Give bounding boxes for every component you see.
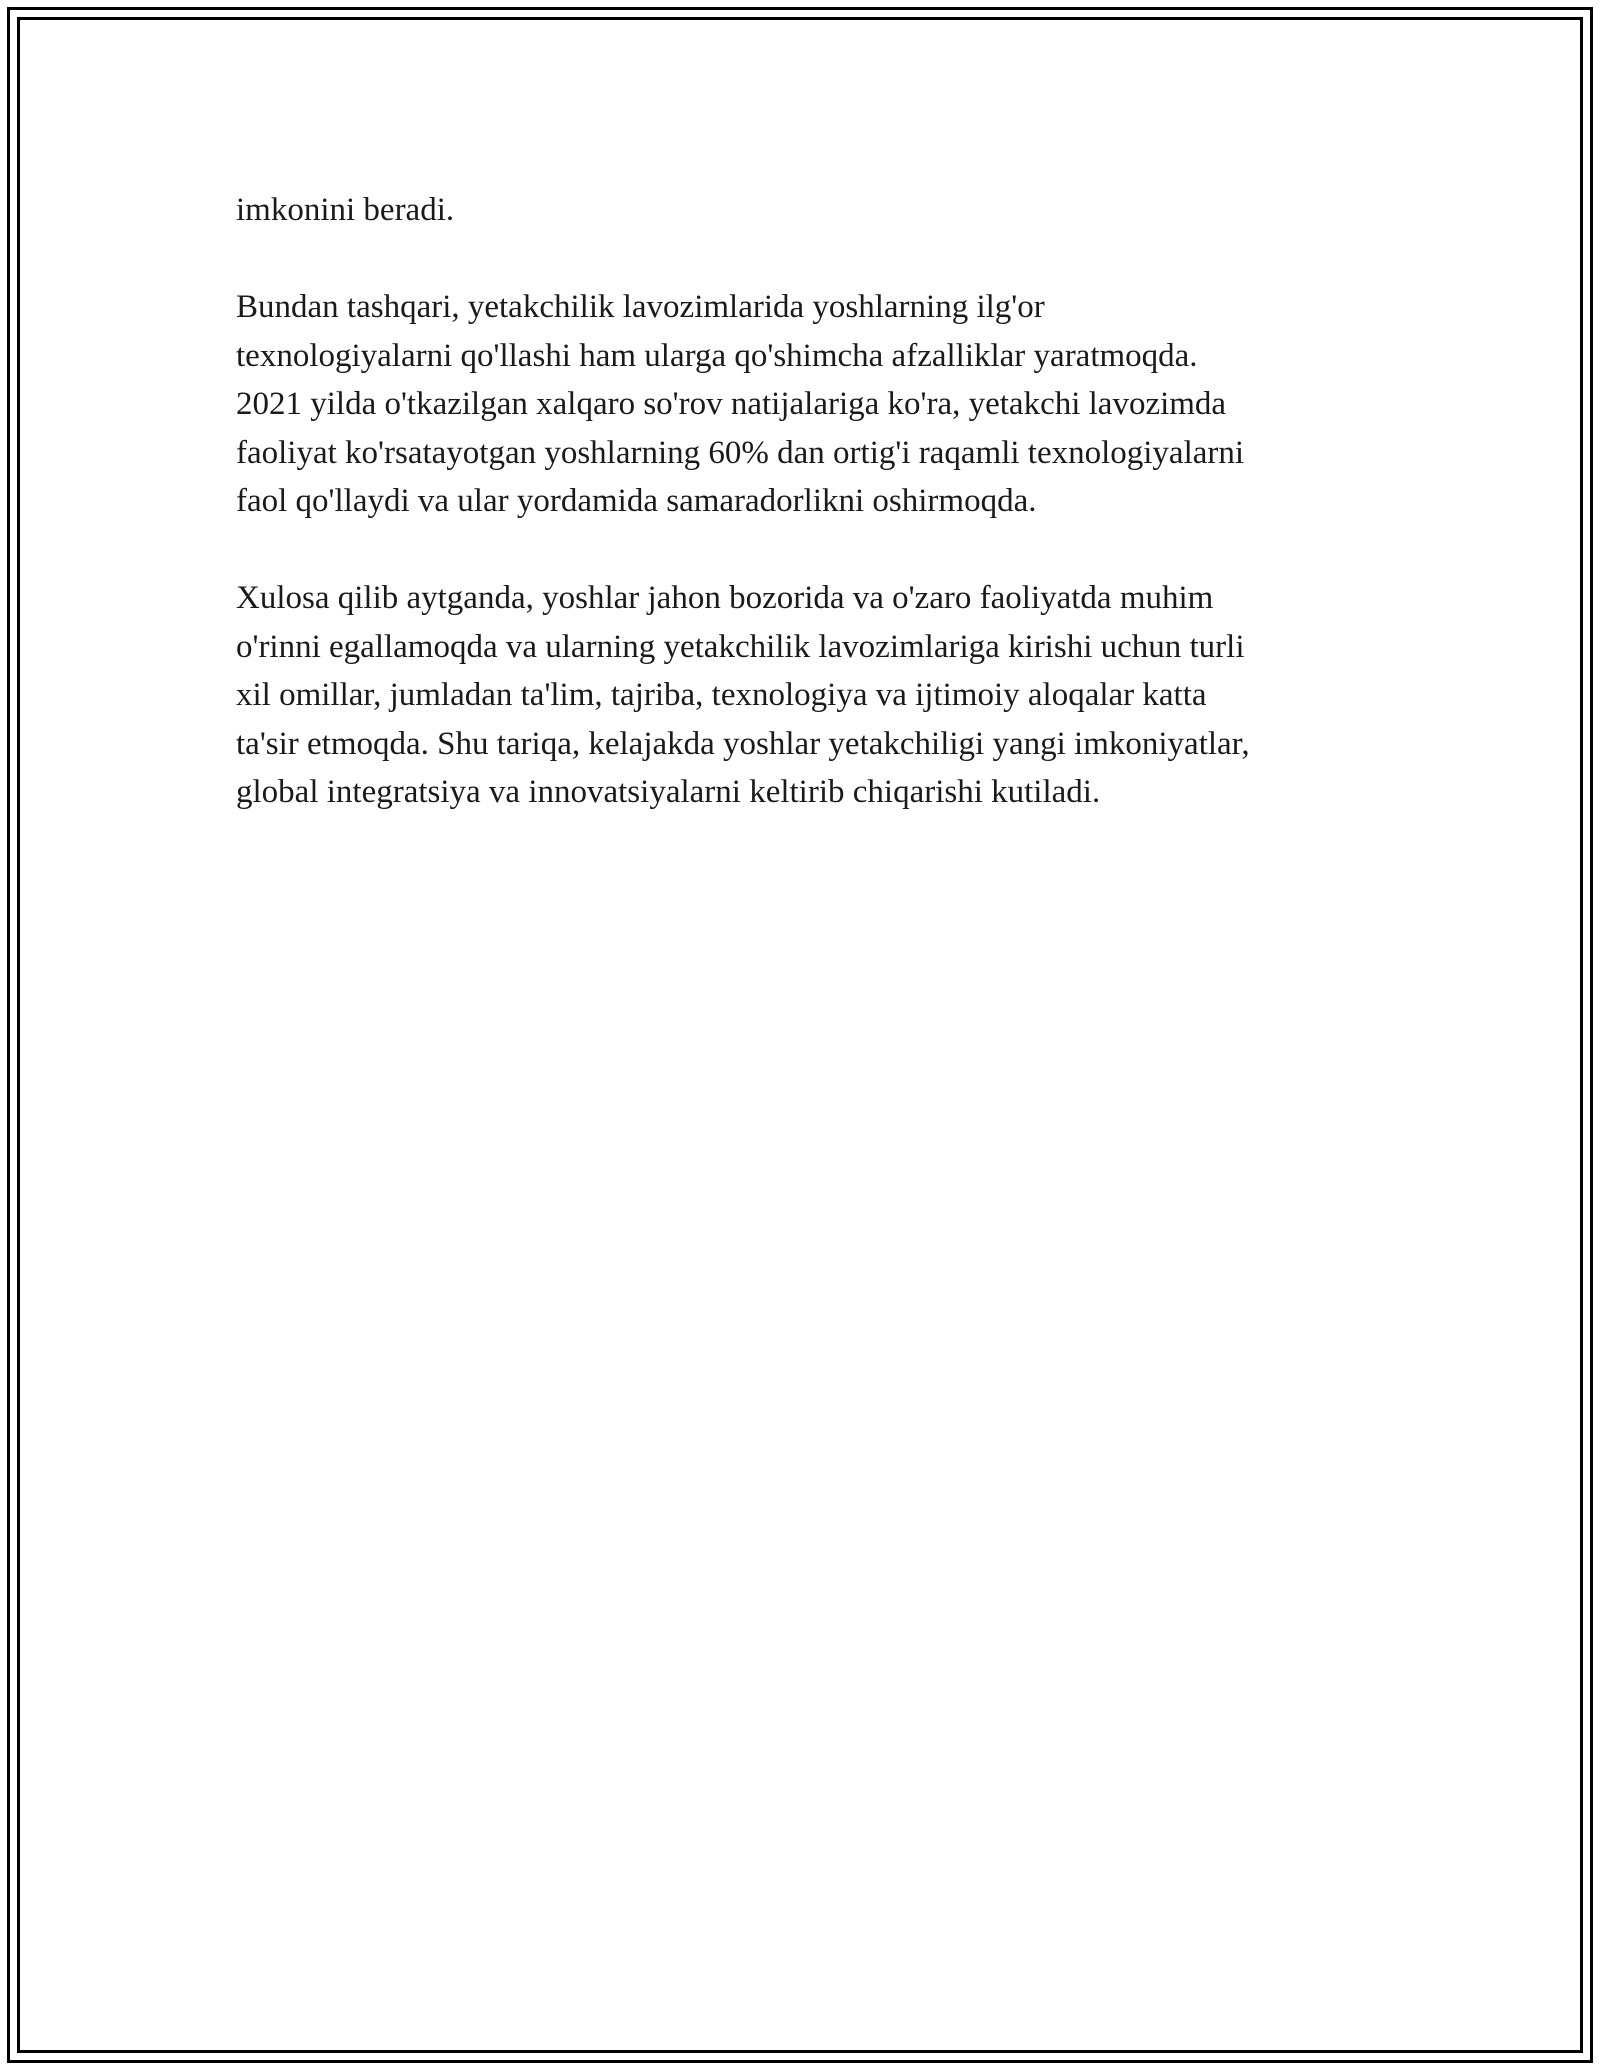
paragraph-conclusion: Xulosa qilib aytganda, yoshlar jahon bozorida va o'zaro faoliyatda muhim o'rinni egallamoqda va ularning yetakchilik lavozimlariga kirishi uchun turli xil omillar, jumladan ta'lim, tajriba, texnologiya va ijtimoiy aloqalar katta ta'sir etmoqda. Shu tariqa, kelajakda yoshlar yetakchiligi yangi imkoniyatlar, global integratsiya va innovatsiyalarni keltirib chiqarishi kutiladi. bbox=[236, 580, 1250, 810]
document-body bbox=[236, 186, 1386, 865]
paragraph-continuation: imkonini beradi. bbox=[236, 192, 455, 228]
paragraph-technology: Bundan tashqari, yetakchilik lavozimlarida yoshlarning ilg'or texnologiyalarni qo'llashi ham ularga qo'shimcha afzalliklar yaratmoqda. 2021 yilda o'tkazilgan xalqaro so'rov natijalariga ko'ra, yetakchi lavozimda faoliyat ko'rsatayotgan yoshlarning 60% dan ortig'i raqamli texnologiyalarni faol qo'llaydi va ular yordamida samaradorlikni oshirmoqda. bbox=[236, 289, 1245, 519]
